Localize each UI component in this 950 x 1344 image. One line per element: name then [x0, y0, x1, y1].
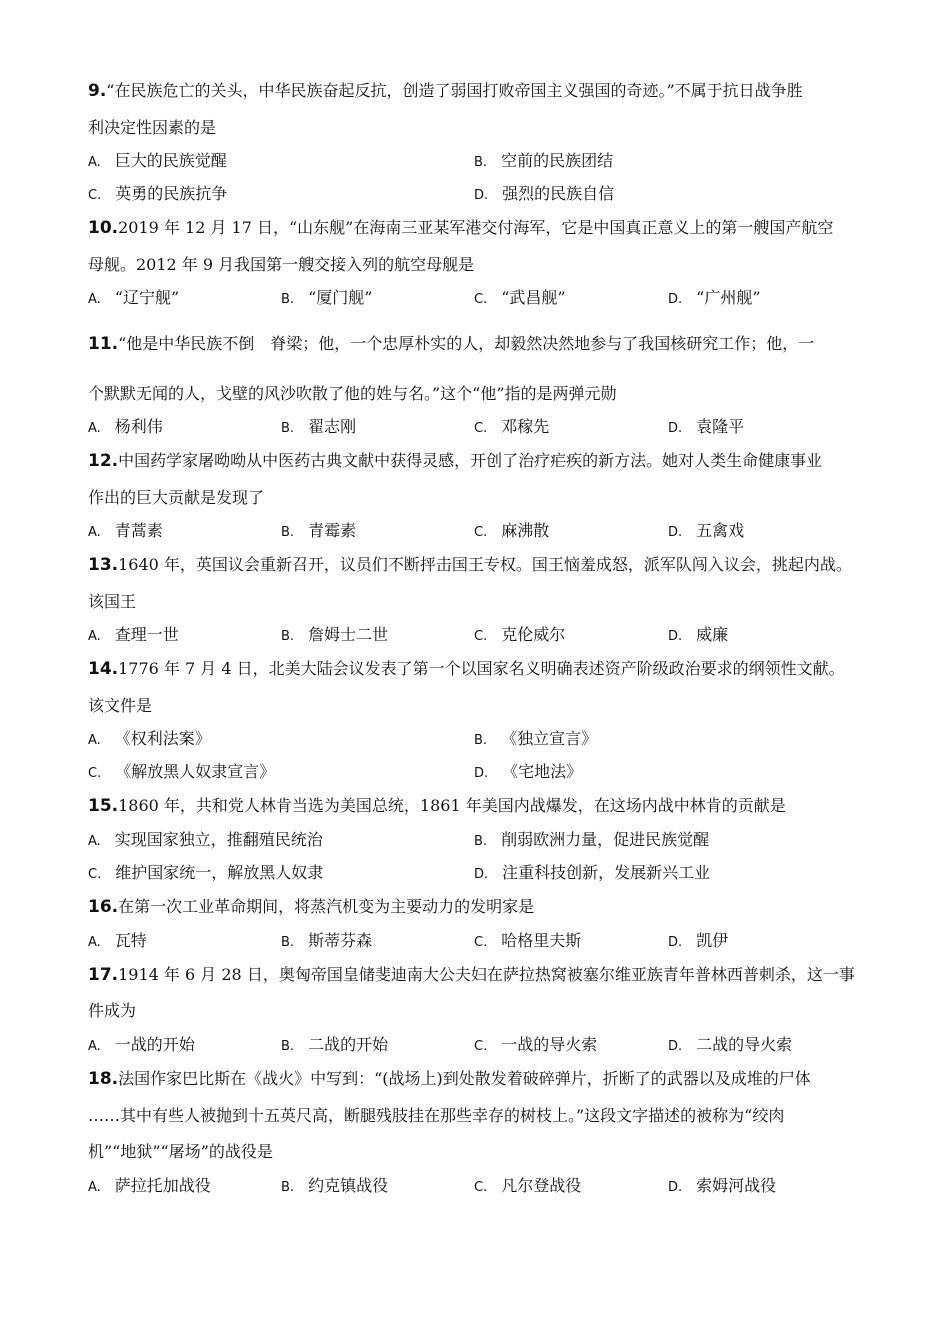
option-text: 《解放黑人奴隶宣言》	[115, 762, 276, 781]
option-letter: C.	[474, 1039, 488, 1054]
question-line	[88, 217, 833, 239]
question-number: 15.	[88, 796, 119, 816]
option-text: 青蒿素	[114, 521, 163, 540]
option-a[interactable]	[88, 624, 179, 648]
option-letter: C.	[474, 935, 488, 950]
question-number: 17.	[88, 965, 119, 985]
option-letter: A.	[88, 935, 101, 950]
question-line	[88, 254, 474, 276]
option-letter: C.	[474, 421, 488, 436]
option-d[interactable]	[668, 624, 728, 648]
option-a[interactable]	[88, 829, 323, 853]
question-text: 利决定性因素的是	[88, 118, 217, 137]
option-a[interactable]	[88, 728, 211, 752]
option-letter: B.	[281, 1039, 295, 1054]
option-a[interactable]	[88, 1175, 211, 1199]
question-line	[88, 1000, 136, 1022]
option-text: 英勇的民族抗争	[115, 184, 228, 203]
option-a[interactable]	[88, 416, 163, 440]
question-number: 13.	[88, 555, 119, 575]
option-c[interactable]	[474, 416, 549, 440]
option-c[interactable]	[474, 930, 581, 954]
option-letter: C.	[88, 188, 102, 203]
question-line	[88, 795, 786, 817]
question-line	[88, 450, 822, 472]
option-text: 《宅地法》	[502, 762, 583, 781]
option-c[interactable]	[474, 1034, 597, 1058]
question-line	[88, 658, 845, 680]
question-text: 1640 年，英国议会重新召开，议员们不断抨击国王专权。国王恼羞成怒，派军队闯入议会，挑起内战。	[118, 555, 852, 574]
option-text: 二战的导火索	[696, 1035, 793, 1054]
option-b[interactable]	[281, 287, 372, 311]
option-text: 二战的开始	[308, 1035, 389, 1054]
question-number: 12.	[88, 451, 119, 471]
option-text: 青霉素	[308, 521, 357, 540]
option-text: 《独立宣言》	[501, 729, 598, 748]
option-text: 五禽戏	[696, 521, 745, 540]
question-line	[88, 695, 152, 717]
option-letter: B.	[281, 421, 295, 436]
option-c[interactable]	[88, 761, 275, 785]
option-letter: B.	[281, 525, 295, 540]
option-text: 威廉	[696, 625, 729, 644]
question-line	[88, 383, 617, 405]
option-letter: A.	[88, 733, 101, 748]
question-text: 作出的巨大贡献是发现了	[88, 488, 265, 507]
option-letter: C.	[474, 292, 488, 307]
question-line	[88, 487, 264, 509]
question-text: 1776 年 7 月 4 日，北美大陆会议发表了第一个以国家名义明确表述资产阶级政治要求的纲领性文献。	[118, 659, 845, 678]
option-text: “广州舰”	[696, 288, 761, 307]
option-text: 维护国家统一，解放黑人奴隶	[115, 863, 324, 882]
option-letter: D.	[474, 188, 489, 203]
question-number: 14.	[88, 659, 119, 679]
option-text: 一战的开始	[114, 1035, 195, 1054]
question-text: “在民族危亡的关头，中华民族奋起反抗，创造了弱国打败帝国主义强国的奇迹。”不属于抗日战争胜	[106, 81, 803, 100]
question-text: 中国药学家屠呦呦从中医药古典文献中获得灵感，开创了治疗疟疾的新方法。她对人类生命健康事业	[118, 451, 823, 470]
option-text: 凯伊	[696, 931, 729, 950]
question-number: 11.	[88, 334, 119, 354]
option-c[interactable]	[88, 862, 323, 886]
option-text: 《权利法案》	[114, 729, 211, 748]
option-text: 杨利伟	[114, 417, 163, 436]
option-c[interactable]	[474, 520, 549, 544]
question-text: ……其中有些人被抛到十五英尺高，断腿残肢挂在那些幸存的树枝上。”这段文字描述的被称为“绞肉	[88, 1106, 785, 1125]
option-letter: D.	[668, 421, 683, 436]
option-text: 巨大的民族觉醒	[114, 151, 227, 170]
option-text: 索姆河战役	[696, 1176, 777, 1195]
option-d[interactable]	[668, 416, 744, 440]
option-a[interactable]	[88, 287, 179, 311]
option-letter: D.	[668, 1039, 683, 1054]
question-line	[88, 1141, 273, 1163]
option-letter: D.	[668, 629, 683, 644]
question-line	[88, 333, 814, 355]
option-letter: D.	[474, 867, 489, 882]
option-text: “厦门舰”	[308, 288, 373, 307]
question-text: 该文件是	[88, 696, 153, 715]
question-text: 该国王	[88, 592, 137, 611]
question-text: 机”“地狱”“屠场”的战役是	[88, 1142, 273, 1161]
question-text: 在第一次工业革命期间，将蒸汽机变为主要动力的发明家是	[118, 897, 535, 916]
question-line	[88, 1068, 811, 1090]
option-d[interactable]	[474, 183, 614, 207]
option-letter: B.	[474, 733, 488, 748]
question-text: 1860 年，共和党人林肯当选为美国总统，1861 年美国内战爆发，在这场内战中林肯的贡献是	[118, 796, 786, 815]
option-letter: C.	[474, 1180, 488, 1195]
option-d[interactable]	[474, 862, 710, 886]
option-text: 萨拉托加战役	[114, 1176, 211, 1195]
option-letter: D.	[668, 525, 683, 540]
option-a[interactable]	[88, 520, 163, 544]
option-letter: C.	[88, 867, 102, 882]
option-letter: B.	[474, 155, 488, 170]
question-number: 10.	[88, 218, 119, 238]
question-text: 个默默无闻的人，戈壁的风沙吹散了他的姓与名。”这个“他”指的是两弹元勋	[88, 384, 617, 403]
question-line	[88, 896, 534, 918]
option-letter: A.	[88, 834, 101, 849]
question-line	[88, 554, 852, 576]
option-text: 凡尔登战役	[501, 1176, 582, 1195]
question-text: 2019 年 12 月 17 日，“山东舰”在海南三亚某军港交付海军，它是中国真正意义上的第一艘国产航空	[118, 218, 834, 237]
option-d[interactable]	[474, 761, 582, 785]
option-text: 瓦特	[114, 931, 147, 950]
option-text: 注重科技创新，发展新兴工业	[502, 863, 711, 882]
option-c[interactable]	[474, 624, 565, 648]
option-text: 斯蒂芬森	[308, 931, 373, 950]
option-text: “武昌舰”	[501, 288, 566, 307]
question-number: 18.	[88, 1069, 119, 1089]
option-text: 约克镇战役	[308, 1176, 389, 1195]
option-b[interactable]	[474, 829, 709, 853]
option-letter: B.	[281, 1180, 295, 1195]
option-letter: A.	[88, 155, 101, 170]
option-letter: D.	[668, 935, 683, 950]
option-b[interactable]	[474, 728, 597, 752]
option-c[interactable]	[88, 183, 227, 207]
option-letter: D.	[474, 766, 489, 781]
option-letter: B.	[281, 629, 295, 644]
question-line	[88, 591, 136, 613]
option-letter: A.	[88, 421, 101, 436]
option-text: 查理一世	[114, 625, 179, 644]
question-text: 母舰。2012 年 9 月我国第一艘交接入列的航空母舰是	[88, 255, 475, 274]
option-text: 詹姆士二世	[308, 625, 389, 644]
option-text: 实现国家独立，推翻殖民统治	[114, 830, 323, 849]
option-letter: B.	[281, 935, 295, 950]
option-text: 哈格里夫斯	[501, 931, 582, 950]
option-d[interactable]	[668, 1175, 776, 1199]
option-a[interactable]	[88, 150, 227, 174]
question-text: 件成为	[88, 1001, 137, 1020]
option-text: 克伦威尔	[501, 625, 566, 644]
option-text: 袁隆平	[696, 417, 745, 436]
option-letter: D.	[668, 292, 683, 307]
option-letter: A.	[88, 1039, 101, 1054]
question-text: “他是中华民族不倒 脊梁；他，一个忠厚朴实的人，却毅然决然地参与了我国核研究工作；他，一	[118, 334, 815, 353]
option-letter: C.	[474, 525, 488, 540]
option-b[interactable]	[281, 520, 356, 544]
option-d[interactable]	[668, 520, 744, 544]
option-text: 削弱欧洲力量，促进民族觉醒	[501, 830, 710, 849]
option-text: 一战的导火索	[501, 1035, 598, 1054]
option-b[interactable]	[281, 1034, 388, 1058]
option-a[interactable]	[88, 1034, 195, 1058]
option-b[interactable]	[281, 1175, 388, 1199]
option-letter: A.	[88, 525, 101, 540]
option-letter: A.	[88, 1180, 101, 1195]
question-text: 法国作家巴比斯在《战火》中写到：“(战场上)到处散发着破碎弹片，折断了的武器以及成堆的尸体	[118, 1069, 811, 1088]
option-text: 空前的民族团结	[501, 151, 614, 170]
option-letter: A.	[88, 292, 101, 307]
option-text: 麻沸散	[501, 521, 550, 540]
question-text: 1914 年 6 月 28 日，奥匈帝国皇储斐迪南大公夫妇在萨拉热窝被塞尔维亚族青年普林西普刺杀，这一事	[118, 965, 855, 984]
option-text: 邓稼先	[501, 417, 550, 436]
option-letter: B.	[474, 834, 488, 849]
option-b[interactable]	[474, 150, 613, 174]
option-a[interactable]	[88, 930, 147, 954]
question-number: 16.	[88, 897, 119, 917]
option-letter: D.	[668, 1180, 683, 1195]
option-text: “辽宁舰”	[114, 288, 180, 307]
question-number: 9.	[88, 81, 107, 101]
option-text: 强烈的民族自信	[502, 184, 615, 203]
option-d[interactable]	[668, 1034, 792, 1058]
option-letter: A.	[88, 629, 101, 644]
question-line	[88, 1105, 784, 1127]
option-b[interactable]	[281, 624, 388, 648]
option-letter: C.	[88, 766, 102, 781]
option-b[interactable]	[281, 416, 356, 440]
option-d[interactable]	[668, 287, 761, 311]
option-d[interactable]	[668, 930, 728, 954]
option-letter: C.	[474, 629, 488, 644]
option-b[interactable]	[281, 930, 372, 954]
option-text: 翟志刚	[308, 417, 357, 436]
question-line	[88, 117, 216, 139]
question-line	[88, 80, 803, 102]
option-c[interactable]	[474, 287, 566, 311]
option-letter: B.	[281, 292, 295, 307]
question-line	[88, 964, 855, 986]
option-c[interactable]	[474, 1175, 581, 1199]
